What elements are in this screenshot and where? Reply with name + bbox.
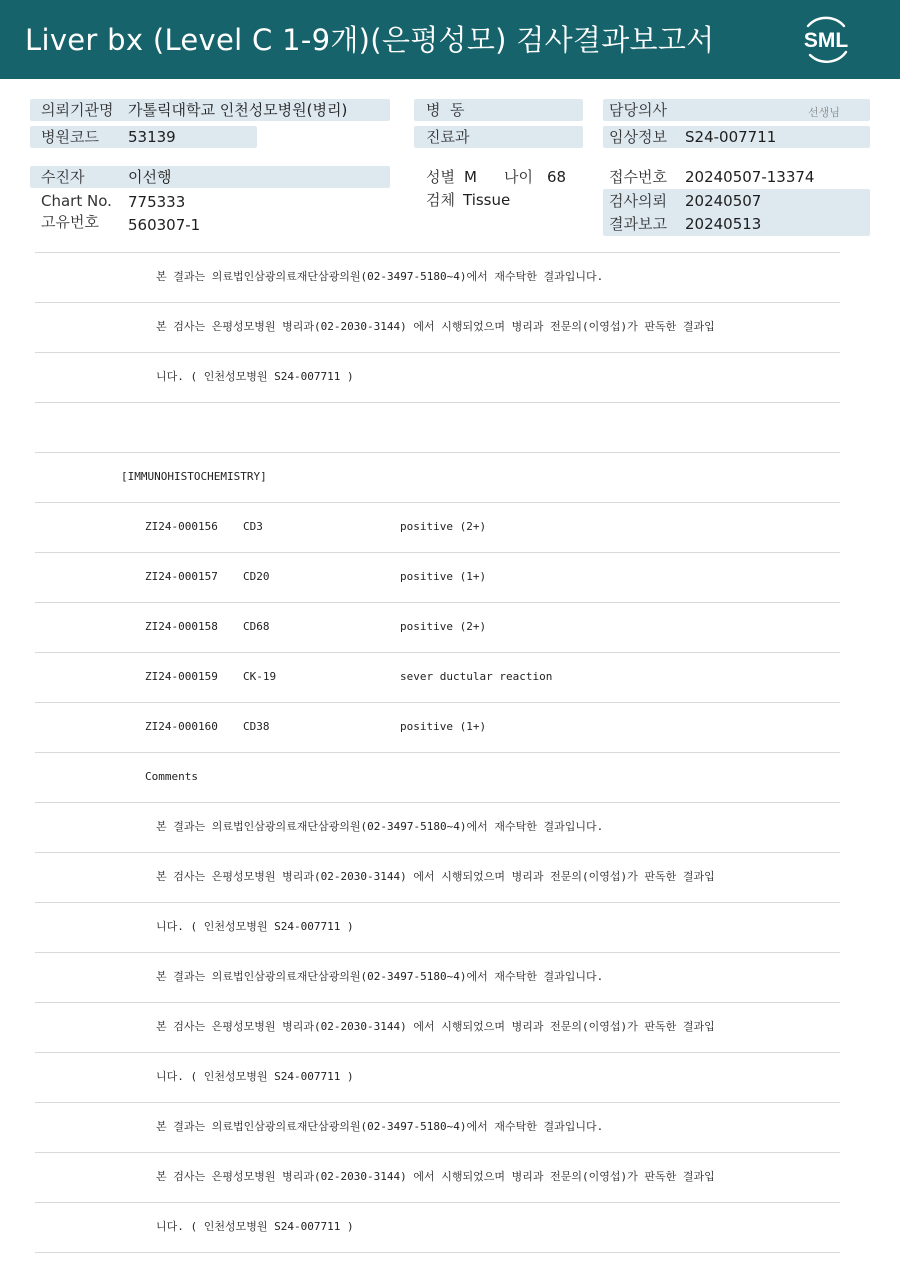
- row-text: 본 결과는 의료법인삼광의료재단삼광의원(02-3497-5180~4)에서 재수탁한 결과입니다.: [156, 970, 604, 983]
- sex-value: M: [464, 168, 477, 186]
- ihc-code: ZI24-000158: [145, 620, 218, 633]
- report-header: [0, 0, 900, 79]
- specimen-value: Tissue: [463, 191, 511, 209]
- row-text: 본 검사는 은평성모병원 병리과(02-2030-3144) 에서 시행되었으며 병리과 전문의(이영섭)가 판독한 결과입: [156, 870, 715, 883]
- clinical-info-label: 임상정보: [609, 128, 667, 146]
- hospital-code-label: 병원코드: [41, 128, 99, 146]
- ihc-row: [35, 652, 840, 702]
- ihc-code: ZI24-000157: [145, 570, 218, 583]
- sex-label: 성별: [426, 168, 455, 186]
- ihc-marker: CK-19: [243, 670, 277, 683]
- ihc-code: ZI24-000159: [145, 670, 218, 683]
- ihc-marker: CD20: [243, 570, 270, 583]
- ihc-marker: CD68: [243, 620, 270, 633]
- clinical-info-value: S24-007711: [685, 128, 777, 146]
- row-text: 니다. ( 인천성모병원 S24-007711 ): [156, 370, 354, 383]
- patient-label: 수진자: [41, 168, 85, 186]
- chart-no-label: Chart No.: [41, 192, 112, 210]
- report-row: [35, 1002, 840, 1052]
- ihc-result: positive (1+): [400, 570, 487, 583]
- ihc-result: sever ductular reaction: [400, 670, 553, 683]
- row-text: 본 결과는 의료법인삼광의료재단삼광의원(02-3497-5180~4)에서 재수탁한 결과입니다.: [156, 270, 604, 283]
- row-text: 니다. ( 인천성모병원 S24-007711 ): [156, 1070, 354, 1083]
- requesting-org-label: 의뢰기관명: [41, 101, 114, 119]
- row-text: 니다. ( 인천성모병원 S24-007711 ): [156, 920, 354, 933]
- report-body: [35, 252, 840, 1253]
- comments-heading: Comments: [145, 770, 198, 783]
- patient-value: 이선행: [128, 168, 172, 186]
- result-report-label: 결과보고: [609, 215, 667, 233]
- report-row: [35, 352, 840, 402]
- ihc-row: [35, 602, 840, 652]
- report-row: [35, 452, 840, 502]
- result-report-value: 20240513: [685, 215, 762, 233]
- hospital-code-value: 53139: [128, 128, 176, 146]
- report-row: [35, 1152, 840, 1202]
- report-title: Liver bx (Level C 1-9개)(은평성모) 검사결과보고서: [25, 23, 715, 57]
- ihc-result: positive (1+): [400, 720, 487, 733]
- ihc-code: ZI24-000156: [145, 520, 218, 533]
- receipt-no-label: 접수번호: [609, 168, 667, 186]
- specimen-label: 검체: [426, 191, 455, 209]
- doctor-label: 담당의사: [609, 101, 667, 119]
- test-request-value: 20240507: [685, 192, 762, 210]
- ihc-marker: CD3: [243, 520, 263, 533]
- report-row: [35, 302, 840, 352]
- sml-logo: [796, 12, 856, 67]
- chart-no-value: 775333: [128, 193, 186, 211]
- ihc-result: positive (2+): [400, 520, 487, 533]
- ihc-row: [35, 702, 840, 752]
- report-row: [35, 252, 840, 302]
- ihc-result: positive (2+): [400, 620, 487, 633]
- report-row: [35, 1102, 840, 1152]
- ward-label: 병 동: [426, 101, 465, 119]
- report-row: [35, 952, 840, 1002]
- age-label: 나이: [504, 168, 533, 186]
- report-row: [35, 752, 840, 802]
- unique-no-label: 고유번호: [41, 213, 99, 231]
- ihc-code: ZI24-000160: [145, 720, 218, 733]
- report-row: [35, 902, 840, 952]
- doctor-suffix: 선생님: [808, 106, 840, 119]
- age-value: 68: [547, 168, 567, 186]
- row-text: 본 결과는 의료법인삼광의료재단삼광의원(02-3497-5180~4)에서 재수탁한 결과입니다.: [156, 1120, 604, 1133]
- report-row: [35, 1202, 840, 1253]
- report-row: [35, 1052, 840, 1102]
- report-row: [35, 852, 840, 902]
- report-row: [35, 802, 840, 852]
- unique-no-value: 560307-1: [128, 216, 201, 234]
- row-text: 본 결과는 의료법인삼광의료재단삼광의원(02-3497-5180~4)에서 재수탁한 결과입니다.: [156, 820, 604, 833]
- ihc-marker: CD38: [243, 720, 270, 733]
- department-label: 진료과: [426, 128, 470, 146]
- sml-logo-text: SML: [803, 29, 849, 52]
- report-row: [35, 402, 840, 452]
- row-text: 본 검사는 은평성모병원 병리과(02-2030-3144) 에서 시행되었으며 병리과 전문의(이영섭)가 판독한 결과입: [156, 320, 715, 333]
- ihc-row: [35, 552, 840, 602]
- row-text: 본 검사는 은평성모병원 병리과(02-2030-3144) 에서 시행되었으며 병리과 전문의(이영섭)가 판독한 결과입: [156, 1020, 715, 1033]
- row-text: 본 검사는 은평성모병원 병리과(02-2030-3144) 에서 시행되었으며 병리과 전문의(이영섭)가 판독한 결과입: [156, 1170, 715, 1183]
- test-request-label: 검사의뢰: [609, 192, 667, 210]
- receipt-no-value: 20240507-13374: [685, 168, 815, 186]
- row-text: 니다. ( 인천성모병원 S24-007711 ): [156, 1220, 354, 1233]
- requesting-org-value: 가톨릭대학교 인천성모병원(병리): [128, 101, 348, 119]
- section-heading: [IMMUNOHISTOCHEMISTRY]: [121, 470, 267, 483]
- ihc-row: [35, 502, 840, 552]
